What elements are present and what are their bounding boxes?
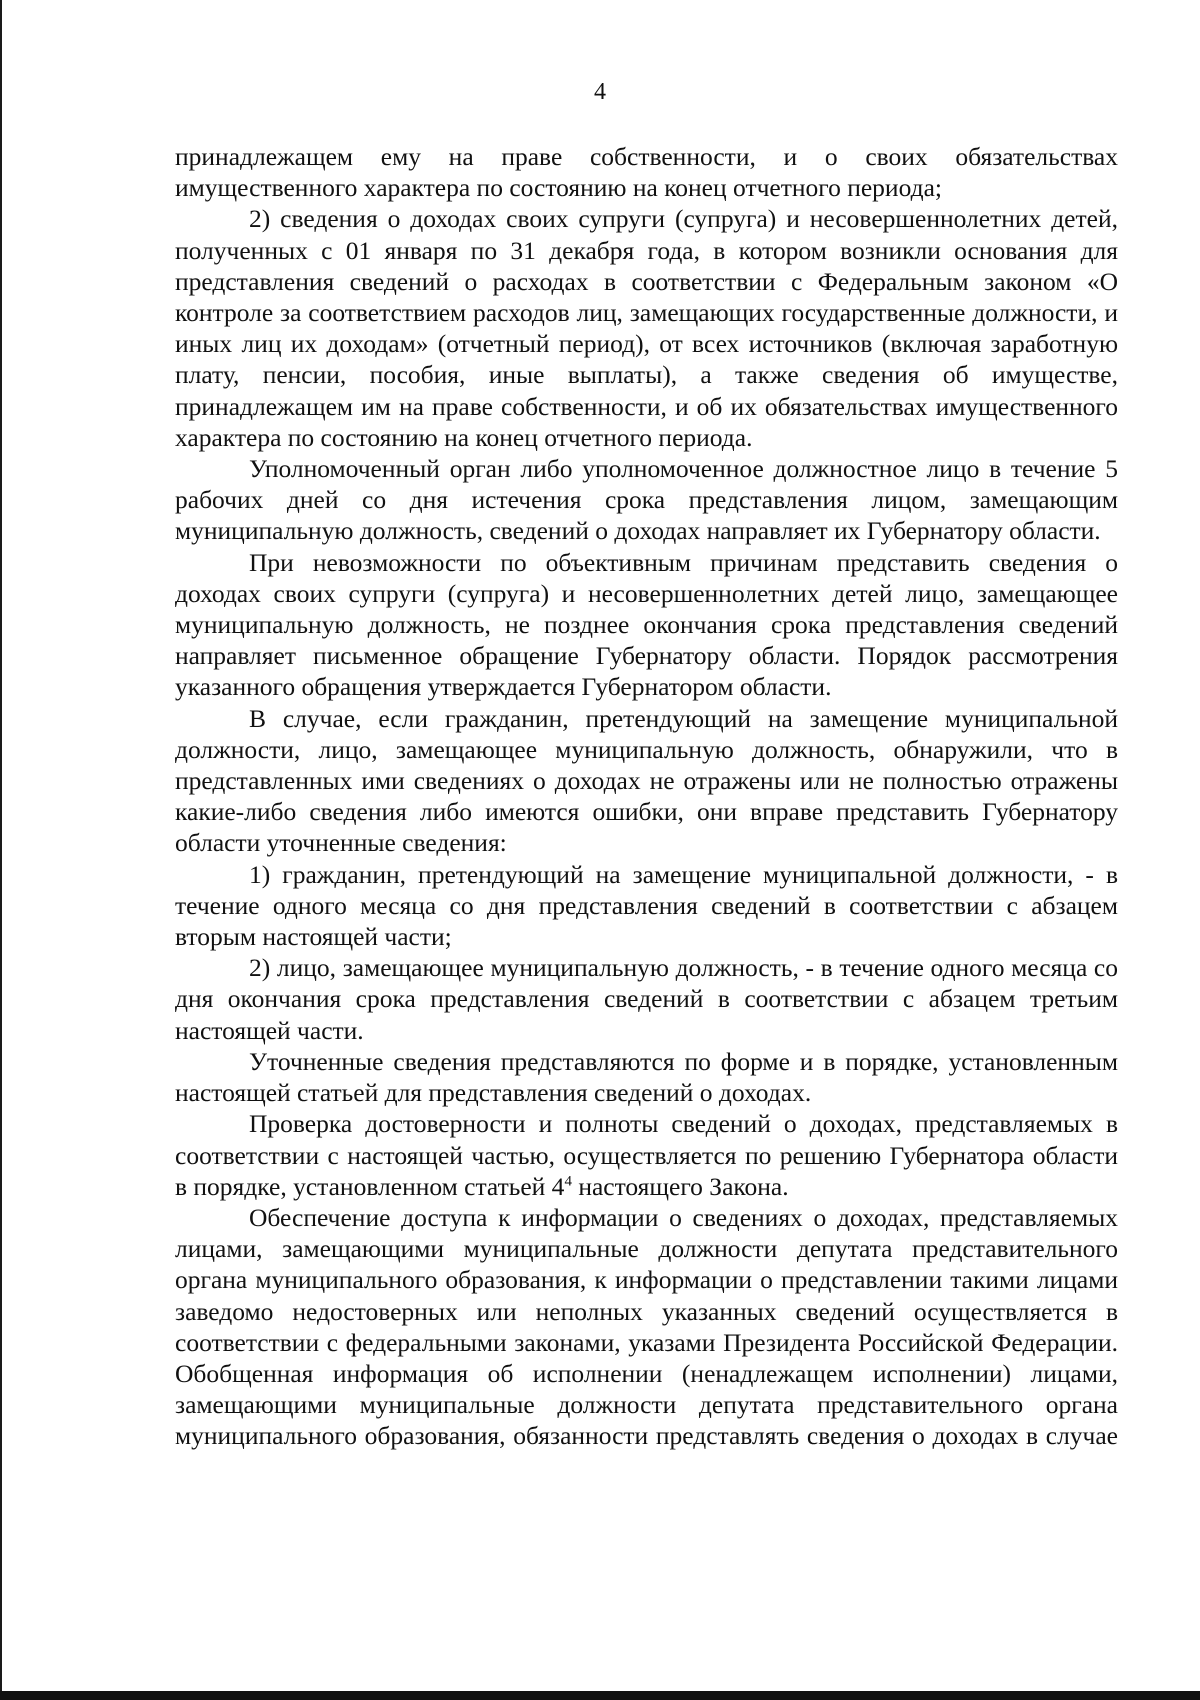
paragraph-authorized-body: Уполномоченный орган либо уполномоченное должностное лицо в течение 5 рабочих дней со дня истечения срока представления лицом, замещающим муниципальную должность, сведений о доходах направляет их Губернатору области. — [175, 454, 1118, 546]
paragraph-corrected-form: Уточненные сведения представляются по форме и в порядке, установленным настоящей статьей для представления сведений о доходах. — [175, 1046, 1118, 1108]
paragraph-item-2-official: 2) лицо, замещающее муниципальную должность, - в течение одного месяца со дня окончания срока представления сведений в соответствии с абзацем третьим настоящей части. — [175, 953, 1118, 1045]
article-superscript: 4 — [564, 1173, 572, 1190]
scan-left-edge — [0, 0, 2, 1700]
paragraph-continuation: принадлежащем ему на праве собственности, и о своих обязательствах имущественного характера по состоянию на конец отчетного периода; — [175, 142, 1118, 203]
page-number: 4 — [594, 79, 606, 105]
scan-bottom-edge — [0, 1691, 1200, 1700]
paragraph-verification — [175, 1108, 1118, 1202]
paragraph-item-1-citizen: 1) гражданин, претендующий на замещение муниципальной должности, - в течение одного месяца со дня представления сведений в соответствии с абзацем вторым настоящей части; — [175, 859, 1118, 952]
verification-text: Проверка достоверности и полноты сведений о доходах, представляемых в соответствии с настоящей частью, осуществляется по решению Губернатора области в порядке, установленном статьей 4 — [175, 1109, 1118, 1201]
paragraph-corrections: В случае, если гражданин, претендующий на замещение муниципальной должности, лицо, замещающее муниципальную должность, обнаружили, что в представленных ими сведениях о доходах не отражены или не полностью отражены какие-либо сведения либо имеются ошибки, они вправе представить Губернатору области уточненные сведения: — [175, 703, 1118, 858]
verification-text-end: настоящего Закона. — [571, 1171, 789, 1201]
document-body — [175, 141, 1118, 1452]
paragraph-impossibility: При невозможности по объективным причинам представить сведения о доходах своих супруги (супруга) и несовершеннолетних детей лицо, замещающее муниципальную должность, не позднее окончания срока представления сведений направляет письменное обращение Губернатору области. Порядок рассмотрения указанного обращения утверждается Губернатором области. — [175, 547, 1118, 702]
paragraph-item-2-spouse-income: 2) сведения о доходах своих супруги (супруга) и несовершеннолетних детей, полученных с 01 января по 31 декабря года, в котором возникли основания для представления сведений о расходах в соответствии с Федеральным законом «О контроле за соответствием расходов лиц, замещающих государственные должности, и иных лиц их доходам» (отчетный период), от всех источников (включая заработную плату, пенсии, пособия, иные выплаты), а также сведения об имуществе, принадлежащем им на праве собственности, и об их обязательствах имущественного характера по состоянию на конец отчетного периода. — [175, 204, 1118, 452]
paragraph-access-info: Обеспечение доступа к информации о сведениях о доходах, представляемых лицами, замещающими муниципальные должности депутата представительного органа муниципального образования, к информации о представлении такими лицами заведомо недостоверных или неполных указанных сведений осуществляется в соответствии с федеральными законами, указами Президента Российской Федерации. Обобщенная информация об исполнении (ненадлежащем исполнении) лицами, замещающими муниципальные должности депутата представительного органа муниципального образования, обязанности представлять сведения о доходах в случае — [175, 1202, 1118, 1451]
